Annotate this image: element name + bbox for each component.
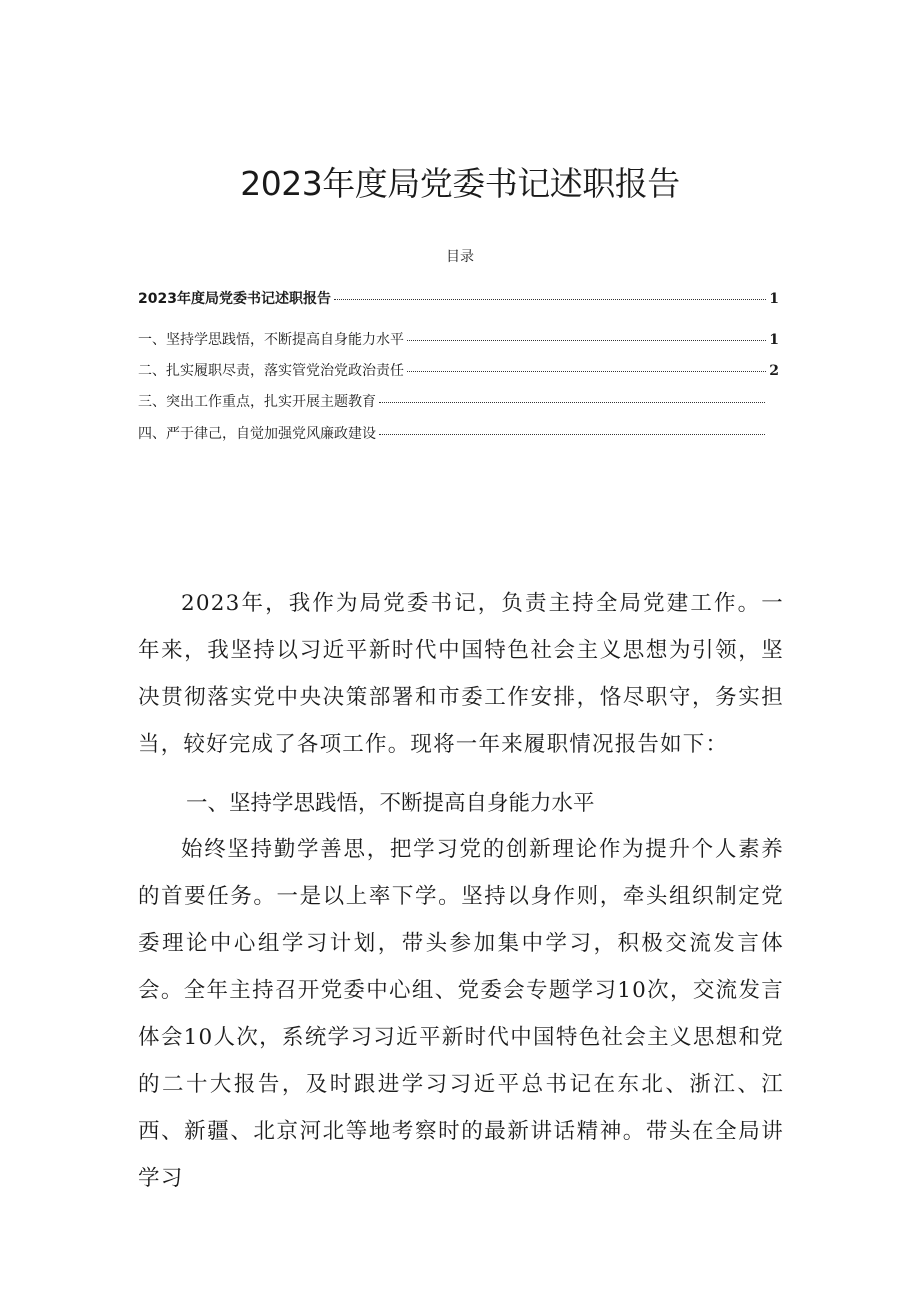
toc-entry-label: 二、扎实履职尽责，落实管党治党政治责任 bbox=[138, 363, 404, 379]
toc-entry[interactable] bbox=[138, 360, 779, 380]
toc-entry-label: 一、坚持学思践悟，不断提高自身能力水平 bbox=[138, 332, 404, 348]
toc-leader-dots bbox=[379, 434, 765, 435]
toc-heading: 目录 bbox=[446, 249, 474, 265]
toc-entry[interactable] bbox=[138, 288, 779, 308]
toc-entry-label: 四、严于律己，自觉加强党风廉政建设 bbox=[138, 426, 376, 442]
toc-entry[interactable] bbox=[138, 391, 768, 411]
toc-leader-dots bbox=[379, 402, 765, 403]
toc-entry-label: 2023年度局党委书记述职报告 bbox=[138, 291, 331, 307]
intro-paragraph: 2023年，我作为局党委书记，负责主持全局党建工作。一年来，我坚持以习近平新时代中国特色社会主义思想为引领，坚决贯彻落实党中央决策部署和市委工作安排，恪尽职守，务实担当，较好完成了各项工作。现将一年来履职情况报告如下： bbox=[138, 591, 784, 757]
toc-leader-dots bbox=[407, 340, 766, 341]
toc-entry-page: 2 bbox=[769, 363, 779, 379]
toc-entry[interactable] bbox=[138, 423, 768, 443]
toc-leader-dots bbox=[407, 371, 766, 372]
toc-entry-label: 三、突出工作重点，扎实开展主题教育 bbox=[138, 394, 376, 410]
toc-entry-page: 1 bbox=[769, 291, 779, 307]
toc-entry-page: 1 bbox=[769, 332, 779, 348]
toc-leader-dots bbox=[334, 299, 766, 300]
section-heading: 一、坚持学思践悟，不断提高自身能力水平 bbox=[186, 791, 595, 816]
section-paragraph: 始终坚持勤学善思，把学习党的创新理论作为提升个人素养的首要任务。一是以上率下学。坚持以身作则，牵头组织制定党委理论中心组学习计划，带头参加集中学习，积极交流发言体会。全年主持召开党委中心组、党委会专题学习10次，交流发言体会10人次，系统学习习近平新时代中国特色社会主义思想和党的二十大报告，及时跟进学习习近平总书记在东北、浙江、江西、新疆、北京河北等地考察时的最新讲话精神。带头在全局讲学习 bbox=[138, 837, 784, 1191]
toc-entry[interactable] bbox=[138, 329, 779, 349]
document-title: 2023年度局党委书记述职报告 bbox=[240, 164, 680, 203]
